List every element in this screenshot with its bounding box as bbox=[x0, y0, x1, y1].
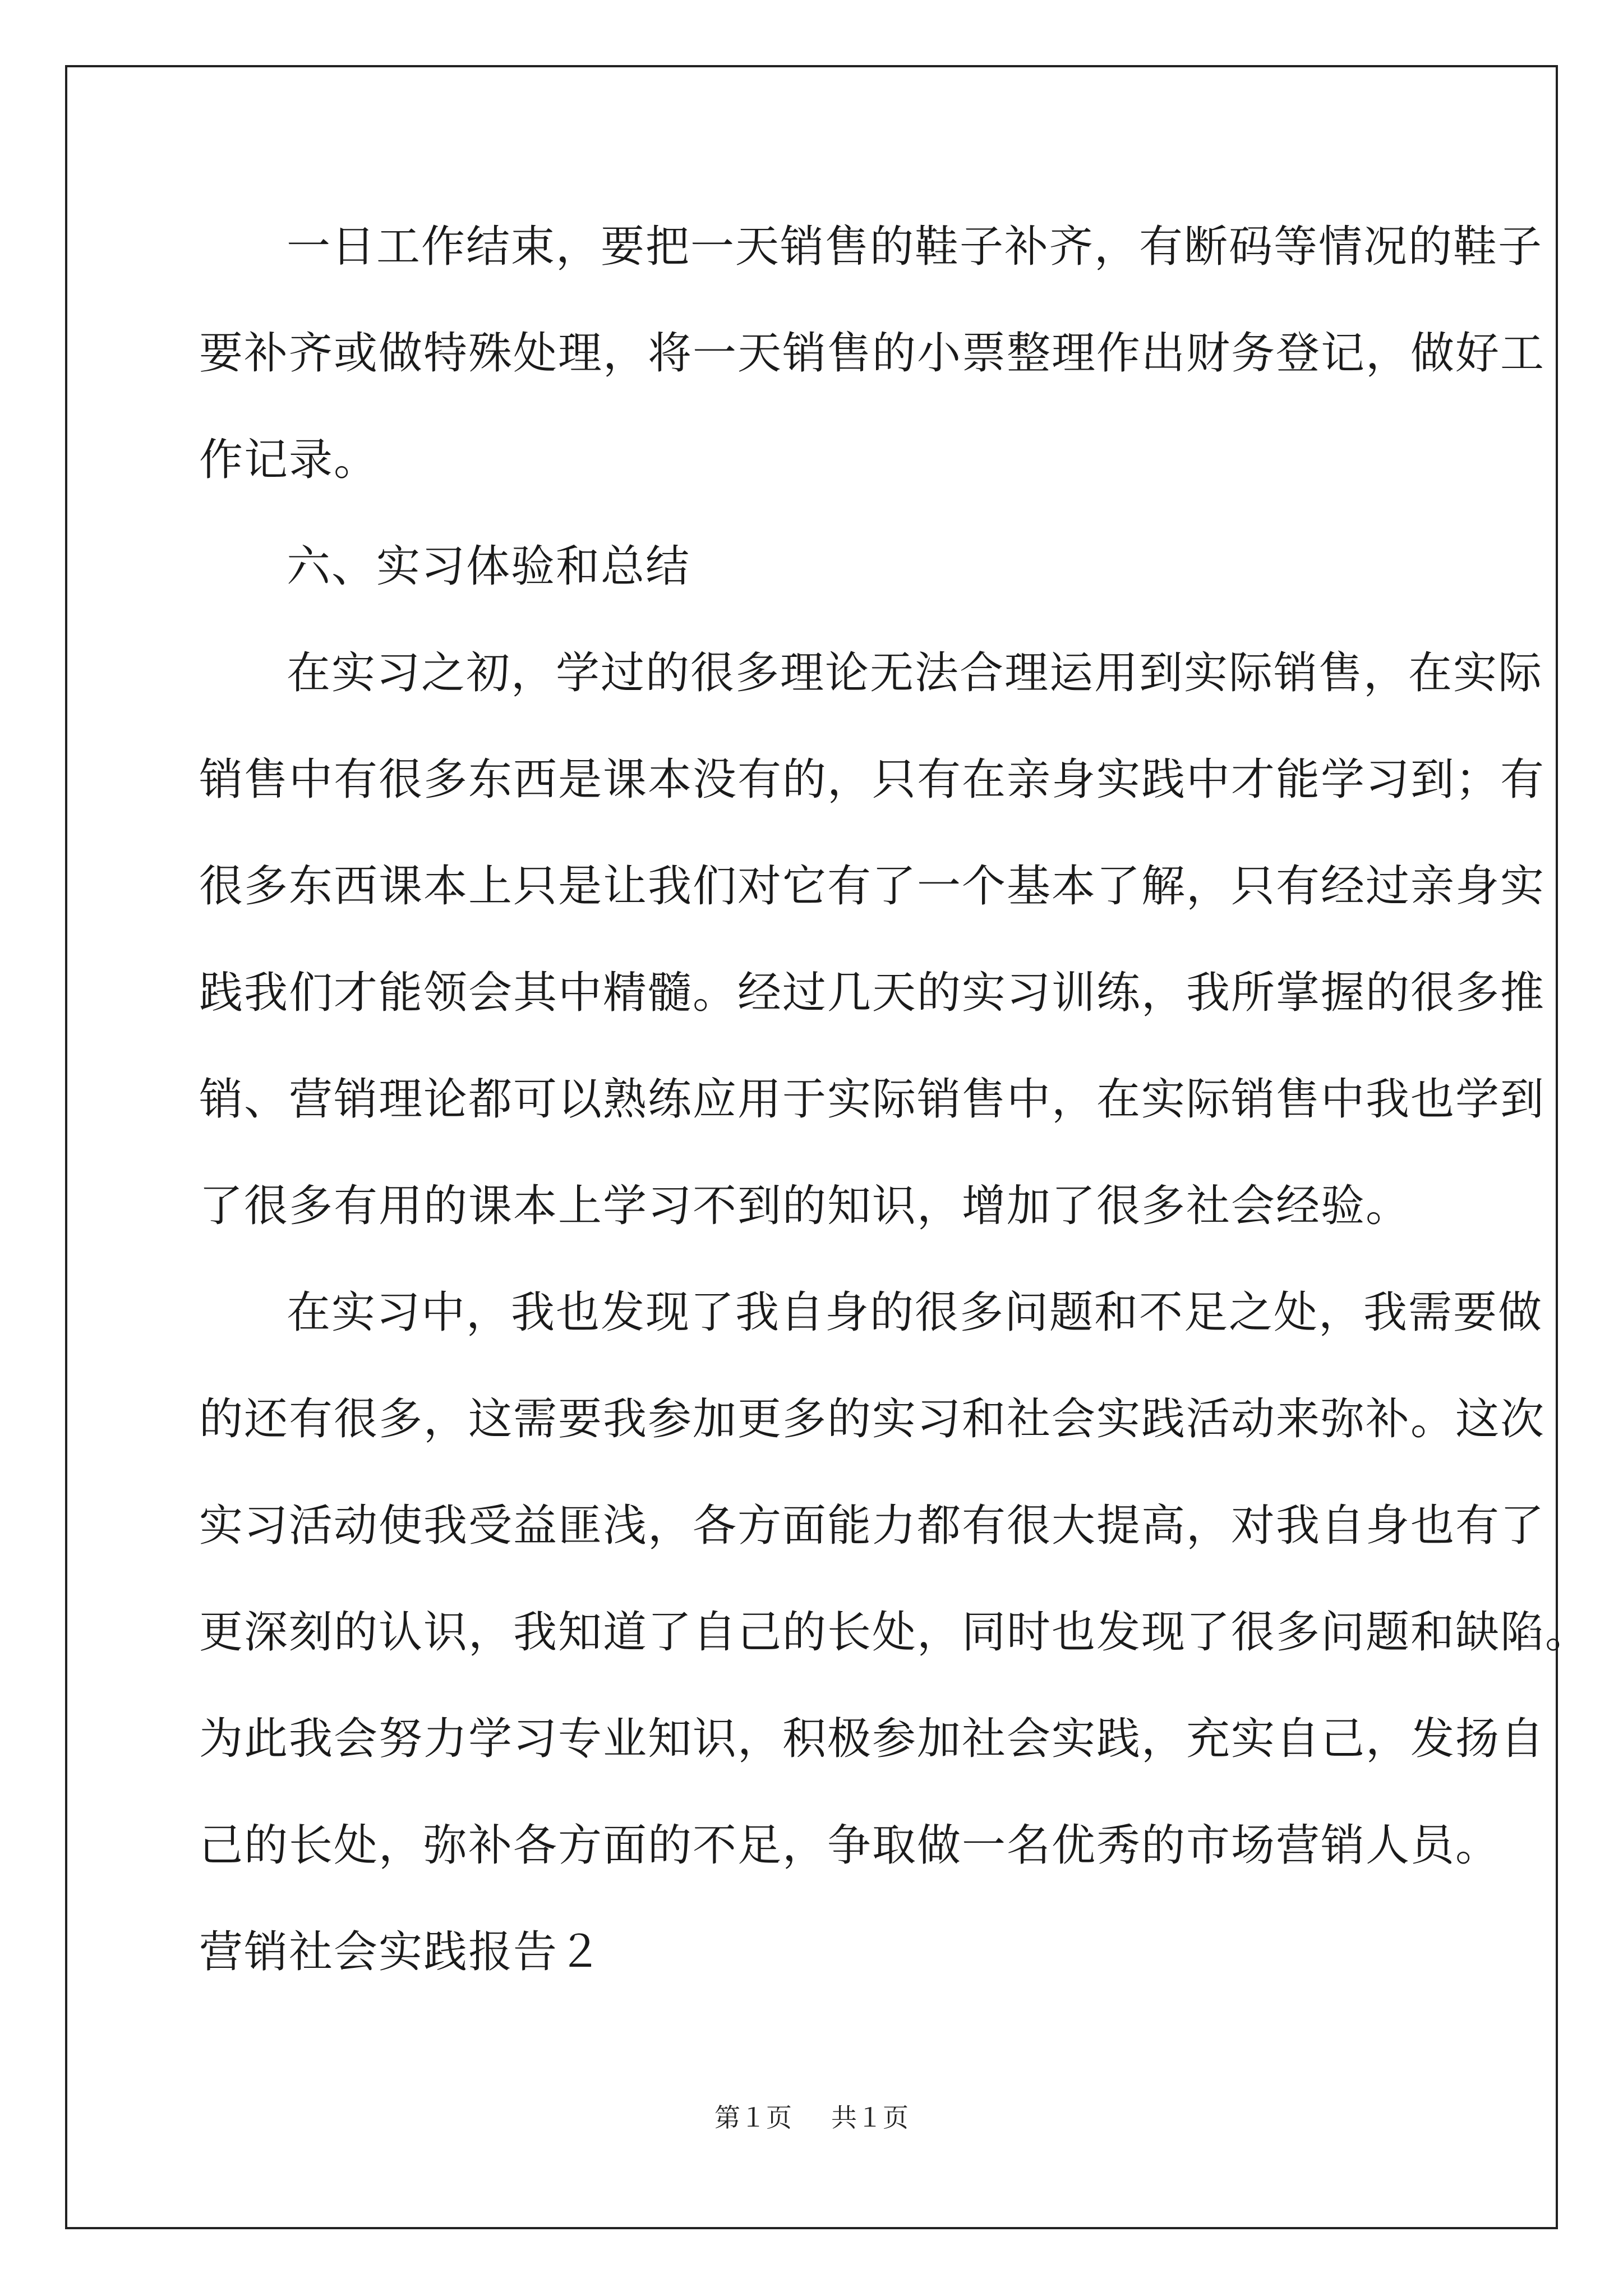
paragraph-line: 实习活动使我受益匪浅，各方面能力都有很大提高，对我自身也有了 bbox=[199, 1501, 1546, 1551]
page-footer bbox=[0, 2101, 1623, 2134]
paragraph-line: 在实习之初，学过的很多理论无法合理运用到实际销售，在实际 bbox=[287, 648, 1543, 698]
section-heading: 六、实习体验和总结 bbox=[287, 541, 691, 592]
paragraph-line: 践我们才能领会其中精髓。经过几天的实习训练，我所掌握的很多推 bbox=[199, 968, 1546, 1018]
paragraph-line: 销、营销理论都可以熟练应用于实际销售中，在实际销售中我也学到 bbox=[199, 1074, 1546, 1125]
page-total: 共１页 bbox=[831, 2102, 909, 2133]
paragraph-line: 销售中有很多东西是课本没有的，只有在亲身实践中才能学习到；有 bbox=[199, 754, 1546, 805]
paragraph-line: 要补齐或做特殊处理，将一天销售的小票整理作出财务登记，做好工 bbox=[199, 328, 1546, 379]
paragraph-line: 一日工作结束，要把一天销售的鞋子补齐，有断码等情况的鞋子 bbox=[287, 222, 1543, 272]
document-body bbox=[199, 194, 1590, 2005]
paragraph-line: 更深刻的认识，我知道了自己的长处，同时也发现了很多问题和缺陷。 bbox=[199, 1607, 1590, 1658]
paragraph-line: 的还有很多，这需要我参加更多的实习和社会实践活动来弥补。这次 bbox=[199, 1394, 1546, 1444]
paragraph-line: 己的长处，弥补各方面的不足，争取做一名优秀的市场营销人员。 bbox=[199, 1820, 1501, 1871]
paragraph-line: 作记录。 bbox=[199, 435, 379, 485]
paragraph-line: 很多东西课本上只是让我们对它有了一个基本了解，只有经过亲身实 bbox=[199, 861, 1546, 912]
page-number: 第１页 bbox=[714, 2102, 792, 2133]
document-subtitle: 营销社会实践报告２ bbox=[199, 1927, 603, 1977]
paragraph-line: 了很多有用的课本上学习不到的知识，增加了很多社会经验。 bbox=[199, 1181, 1411, 1231]
paragraph-line: 在实习中，我也发现了我自身的很多问题和不足之处，我需要做 bbox=[287, 1287, 1543, 1338]
paragraph-line: 为此我会努力学习专业知识，积极参加社会实践，充实自己，发扬自 bbox=[199, 1714, 1546, 1764]
